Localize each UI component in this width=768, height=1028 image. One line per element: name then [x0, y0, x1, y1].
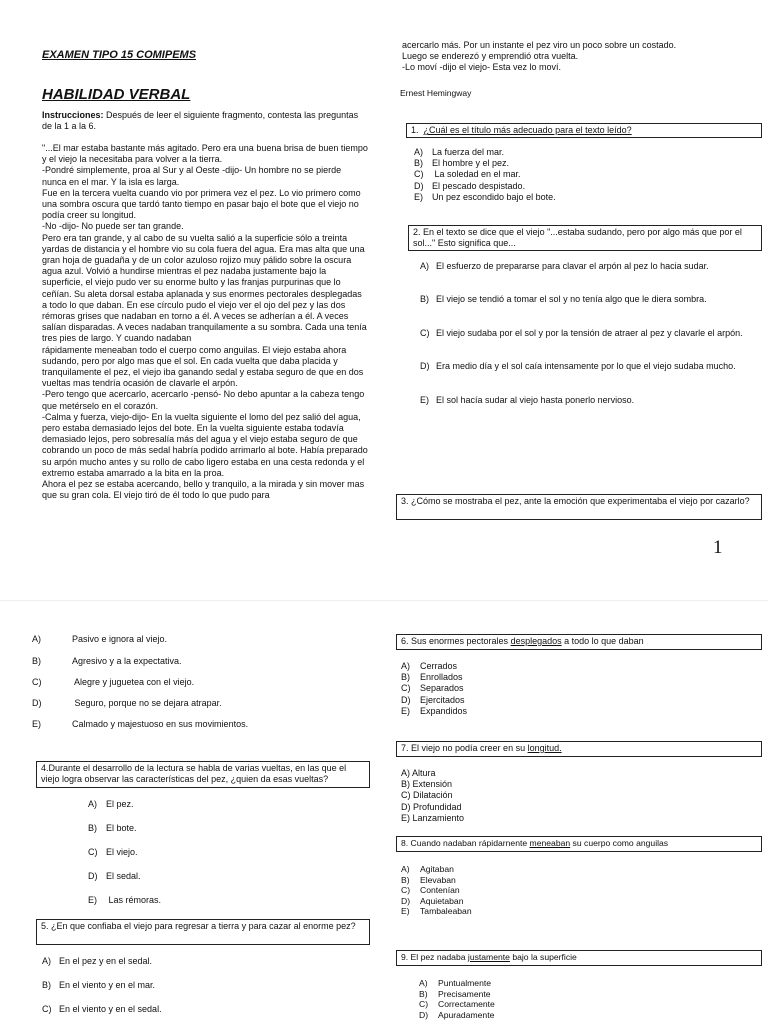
question-1-options — [414, 147, 556, 203]
q3-option-e[interactable]: E) Calmado y majestuoso en sus movimientos. — [32, 719, 249, 729]
option-c[interactable]: C) Dilatación — [401, 790, 453, 801]
keyword-desplegados: desplegados — [510, 636, 562, 646]
q9-options — [419, 978, 495, 1020]
keyword-longitud: longitud. — [527, 743, 562, 753]
author: Ernest Hemingway — [400, 88, 472, 98]
option-b[interactable]: B) El bote. — [88, 823, 137, 833]
passage-paragraph: Fue en la tercera vuelta cuando vio por primera vez el pez. Lo vio primero como una sombra oscura que tardó tanto tiempo en pasar bajo el bote que el viejo no podía creer su longitud. — [42, 187, 361, 221]
option-e[interactable]: E) Expandidos — [401, 705, 468, 716]
passage-paragraph: rápidamente meneaban todo el cuerpo como anguilas. El viejo estaba ahora sudando, pero por algo mas que el sol. En cada vuelta que daba placida y tranquilamente el pez, el viejo iba ganando sedal y estaba seguro de que en dos vueltas mas tendría ocasión de clavarle el arpón. — [42, 344, 364, 389]
option-d[interactable]: D) Ejercitados — [401, 694, 465, 705]
option-b[interactable]: B) El hombre y el pez. — [414, 158, 510, 169]
q8-options — [401, 864, 472, 917]
q2-option-a[interactable]: A) El esfuerzo de prepararse para clavar el arpón al pez lo hacia sudar. — [420, 261, 709, 271]
question-7-box: 7. El viejo no podía creer en su longitud. — [396, 741, 762, 757]
option-d[interactable]: D) Profundidad — [401, 801, 462, 812]
keyword-meneaban: meneaban — [529, 838, 571, 848]
q3-option-b[interactable]: B) Agresivo y a la expectativa. — [32, 656, 182, 666]
option-a[interactable]: A) Altura — [401, 768, 436, 778]
reading-passage — [42, 143, 368, 502]
passage-paragraph: -Pondré simplemente, proa al Sur y al Oeste -dijo- Un hombre no se pierde nunca en el mar. Y la isla es larga. — [42, 165, 342, 187]
instructions-label: Instrucciones: — [42, 110, 104, 120]
page-number: 1 — [713, 537, 723, 558]
option-c[interactable]: C) La soledad en el mar. — [414, 169, 521, 180]
question-6-box: 6. Sus enormes pectorales desplegados a todo lo que daban — [396, 634, 762, 650]
instructions — [42, 110, 362, 132]
q2-option-c[interactable]: C) El viejo sudaba por el sol y por la tensión de atraer al pez y clavarle el arpón. — [420, 328, 743, 338]
q3-option-a[interactable]: A) Pasivo e ignora al viejo. — [32, 634, 168, 644]
passage-paragraph: Pero era tan grande, y al cabo de su vuelta salió a la superficie sólo a treinta yardas de distancia y el hombre vio su cola fuera del agua. Era mas alta que una gran hoja de guadaña y de un color azuloso rojizo muy pálido sobre la oscura agua azul. Volvió a hundirse mientras el pez nadaba justamente bajo la superficie, el viejo pudo ver su enorme bulto y las franjas purpurinas que lo ceñían. Su aleta dorsal estaba aplanada y sus enormes pectorales desplegadas a todo lo que daban. En ese círculo pudo el viejo ver el ojo del pez y las dos rémoras grises que nadaban en torno a él. A veces se adherían a él. A veces salían disparadas. A veces nadaban tranquilamente a su sombra. Cada una tenía tres pies de largo. Y cuando nadaban — [42, 232, 367, 344]
option-b[interactable]: B) Elevaban — [401, 874, 456, 885]
option-e[interactable]: E) Las rémoras. — [88, 895, 162, 905]
option-b[interactable]: B) Extensión — [401, 779, 453, 790]
option-c[interactable]: C) Correctamente — [419, 999, 495, 1010]
option-c[interactable]: C) En el viento y en el sedal. — [42, 1004, 162, 1014]
option-d[interactable]: D) Aquietaban — [401, 895, 464, 906]
question-4-box: 4.Durante el desarrollo de la lectura se habla de varias vueltas, en las que el viejo logra observar las características del pez, ¿quien da esas vueltas? — [36, 761, 370, 788]
passage-paragraph: "...El mar estaba bastante más agitado. Pero era una buena brisa de buen tiempo y el viejo la necesitaba para volver a la tierra. — [42, 143, 368, 165]
question-1-number: 1. — [411, 125, 419, 135]
option-a[interactable]: A) En el pez y en el sedal. — [42, 956, 153, 966]
question-1-text: ¿Cuál es el título más adecuado para el texto leído? — [423, 125, 632, 135]
option-e[interactable]: E) Tambaleaban — [401, 906, 472, 917]
option-a[interactable]: A) Cerrados — [401, 661, 458, 671]
option-a[interactable]: A) La fuerza del mar. — [414, 147, 505, 157]
option-c[interactable]: C) Contenían — [401, 885, 460, 896]
option-b[interactable]: B) Precisamente — [419, 988, 491, 999]
option-d[interactable]: D) El pescado despistado. — [414, 180, 526, 191]
q5-options — [42, 956, 162, 1028]
q3-option-d[interactable]: D) Seguro, porque no se dejara atrapar. — [32, 698, 222, 708]
page-separator — [0, 600, 768, 601]
passage-line: acercarlo más. Por un instante el pez viro un poco sobre un costado. — [402, 40, 677, 50]
option-c[interactable]: C) Separados — [401, 683, 464, 694]
instructions-text: Después de leer el siguiente fragmento, contesta las preguntas de la 1 a la 6. — [42, 110, 359, 132]
question-3-box: 3. ¿Cómo se mostraba el pez, ante la emoción que experimentaba el viejo por cazarlo? — [396, 494, 762, 520]
option-a[interactable]: A) El pez. — [88, 799, 134, 809]
passage-line: Luego se enderezó y emprendió otra vuelta. — [402, 51, 579, 62]
q3-option-c[interactable]: C) Alegre y juguetea con el viejo. — [32, 677, 195, 687]
option-a[interactable]: A) Agitaban — [401, 864, 454, 874]
passage-paragraph: Ahora el pez se estaba acercando, bello y tranquilo, a la mirada y sin mover mas que su gran cola. El viejo tiró de él todo lo que pudo para — [42, 479, 365, 501]
exam-title: EXAMEN TIPO 15 COMIPEMS — [42, 49, 197, 61]
passage-line: -Lo moví -dijo el viejo- Esta vez lo moví. — [402, 62, 562, 73]
option-b[interactable]: B) En el viento y en el mar. — [42, 980, 156, 990]
option-a[interactable]: A) Puntualmente — [419, 978, 492, 988]
passage-paragraph: -No -dijo- No puede ser tan grande. — [42, 221, 184, 232]
option-c[interactable]: C) El viejo. — [88, 847, 138, 857]
option-d[interactable]: D) El sedal. — [88, 871, 141, 881]
passage-paragraph: -Calma y fuerza, viejo-dijo- En la vuelta siguiente el lomo del pez salió del agua, pero estaba demasiado lejos del bote. En la vuelta siguiente estaba todavía demasiado lejos, pero sobresalía más del agua y el viejo estaba seguro de que cobrando un poco de más sedal habría podido arrimarlo al bote. Había preparado su arpón mucho antes y su rollo de cabo ligero estaba en una cesta redonda y el extremo estaba amarrado a la bita en la proa. — [42, 411, 368, 478]
q2-option-b[interactable]: B) El viejo se tendió a tomar el sol y no tenía algo que le diera sombra. — [420, 294, 707, 304]
question-2-box: 2. En el texto se dice que el viejo "...estaba sudando, pero por algo más que por el sol..." Esto significa que... — [408, 225, 762, 251]
option-d[interactable]: D) Apuradamente — [419, 1009, 495, 1020]
q7-options — [401, 768, 464, 824]
option-b[interactable]: B) Enrollados — [401, 672, 463, 683]
question-1-box — [406, 123, 762, 138]
q2-option-d[interactable]: D) Era medio día y el sol caía intensamente por lo que el viejo sudaba mucho. — [420, 361, 736, 371]
q2-option-e[interactable]: E) El sol hacía sudar al viejo hasta ponerlo nervioso. — [420, 395, 635, 405]
question-8-box: 8. Cuando nadaban rápidarnente meneaban su cuerpo como anguilas — [396, 836, 762, 852]
question-9-box: 9. El pez nadaba justamente bajo la superficie — [396, 950, 762, 966]
option-e[interactable]: E) Lanzamiento — [401, 812, 465, 823]
keyword-justamente: justamente — [467, 952, 510, 962]
section-title: HABILIDAD VERBAL — [42, 86, 191, 103]
question-5-box: 5. ¿En que confiaba el viejo para regresar a tierra y para cazar al enorme pez? — [36, 919, 370, 945]
q6-options — [401, 661, 467, 717]
option-e[interactable]: E) Un pez escondido bajo el bote. — [414, 191, 556, 202]
q4-options — [88, 799, 161, 919]
passage-continuation — [402, 40, 742, 74]
passage-paragraph: -Pero tengo que acercarlo, acercarlo -pensó- No debo apuntar a la cabeza tengo que metérselo en el corazón. — [42, 389, 365, 411]
